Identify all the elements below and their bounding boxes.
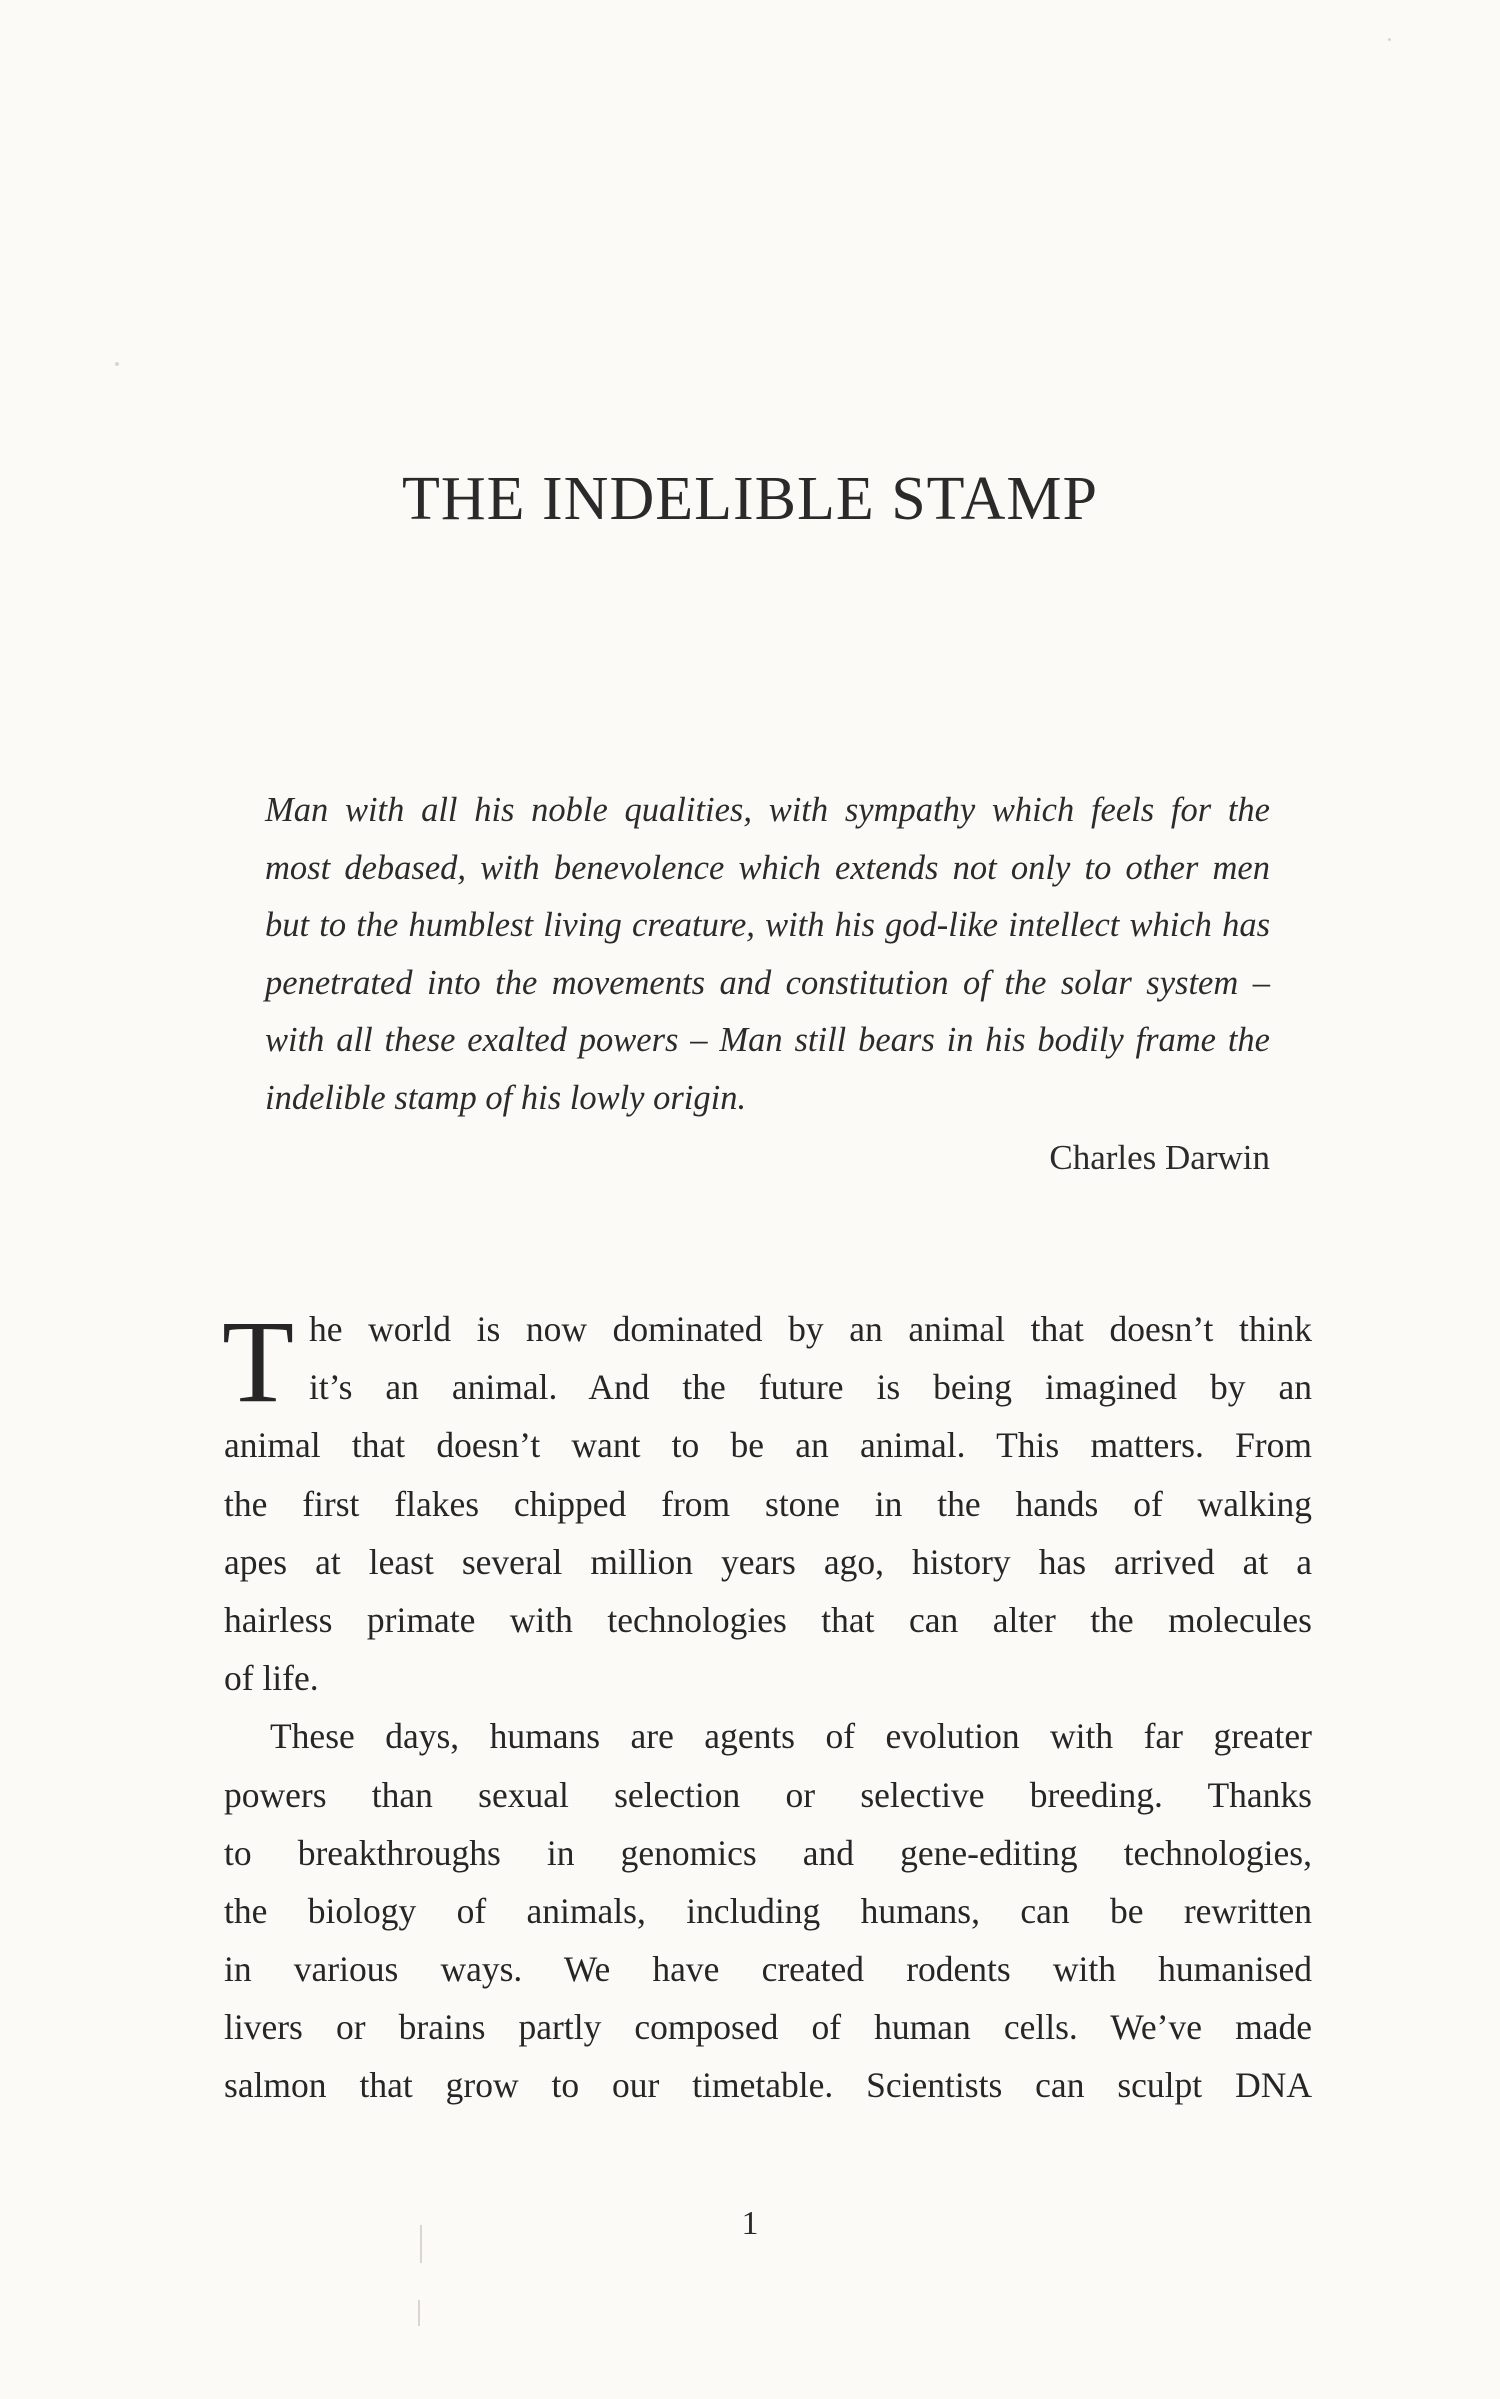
scan-mark [418, 2300, 420, 2326]
paragraph-line: the first flakes chipped from stone in the hands of walking [224, 1483, 1312, 1524]
body-text [222, 1296, 1312, 2115]
paragraph-line: it’s an animal. And the future is being imagined by an [309, 1367, 1312, 1408]
chapter-title: THE INDELIBLE STAMP [402, 465, 1098, 533]
paragraph-line: livers or brains partly composed of human cells. We’ve made [224, 2007, 1312, 2048]
epigraph-line: indelible stamp of his lowly origin. [265, 1078, 747, 1117]
paragraph-line: he world is now dominated by an animal that doesn’t think [309, 1309, 1312, 1349]
epigraph-line: most debased, with benevolence which extends not only to other men [265, 848, 1270, 887]
scan-mark [115, 362, 119, 366]
paragraph-line: of life. [224, 1658, 319, 1699]
epigraph-line: with all these exalted powers – Man still bears in his bodily frame the [265, 1021, 1270, 1059]
paragraph-line: powers than sexual selection or selective breeding. Thanks [224, 1774, 1312, 1815]
epigraph-attribution: Charles Darwin [1049, 1138, 1270, 1177]
epigraph-line: Man with all his noble qualities, with sympathy which feels for the [265, 791, 1270, 829]
scan-mark [1388, 38, 1391, 41]
epigraph-line: but to the humblest living creature, with his god-like intellect which has [265, 906, 1270, 944]
paragraph-line: salmon that grow to our timetable. Scientists can sculpt DNA [224, 2065, 1312, 2106]
epigraph-line: penetrated into the movements and constitution of the solar system – [265, 963, 1270, 1002]
epigraph [265, 782, 1270, 1186]
paragraph-line: hairless primate with technologies that can alter the molecules [224, 1599, 1312, 1640]
paragraph-line: These days, humans are agents of evolution with far greater [270, 1716, 1312, 1757]
paragraph-line: apes at least several million years ago, history has arrived at a [224, 1541, 1312, 1582]
paragraph-line: to breakthroughs in genomics and gene-editing technologies, [224, 1832, 1312, 1873]
paragraph-line: the biology of animals, including humans, can be rewritten [224, 1890, 1312, 1931]
drop-cap: T [222, 1296, 295, 1427]
paragraph [224, 1707, 1312, 2114]
paragraph-line: in various ways. We have created rodents with humanised [224, 1949, 1312, 1990]
page-number: 1 [741, 2205, 759, 2242]
paragraph-line: animal that doesn’t want to be an animal. This matters. From [224, 1425, 1312, 1466]
paragraph [222, 1296, 1312, 1707]
